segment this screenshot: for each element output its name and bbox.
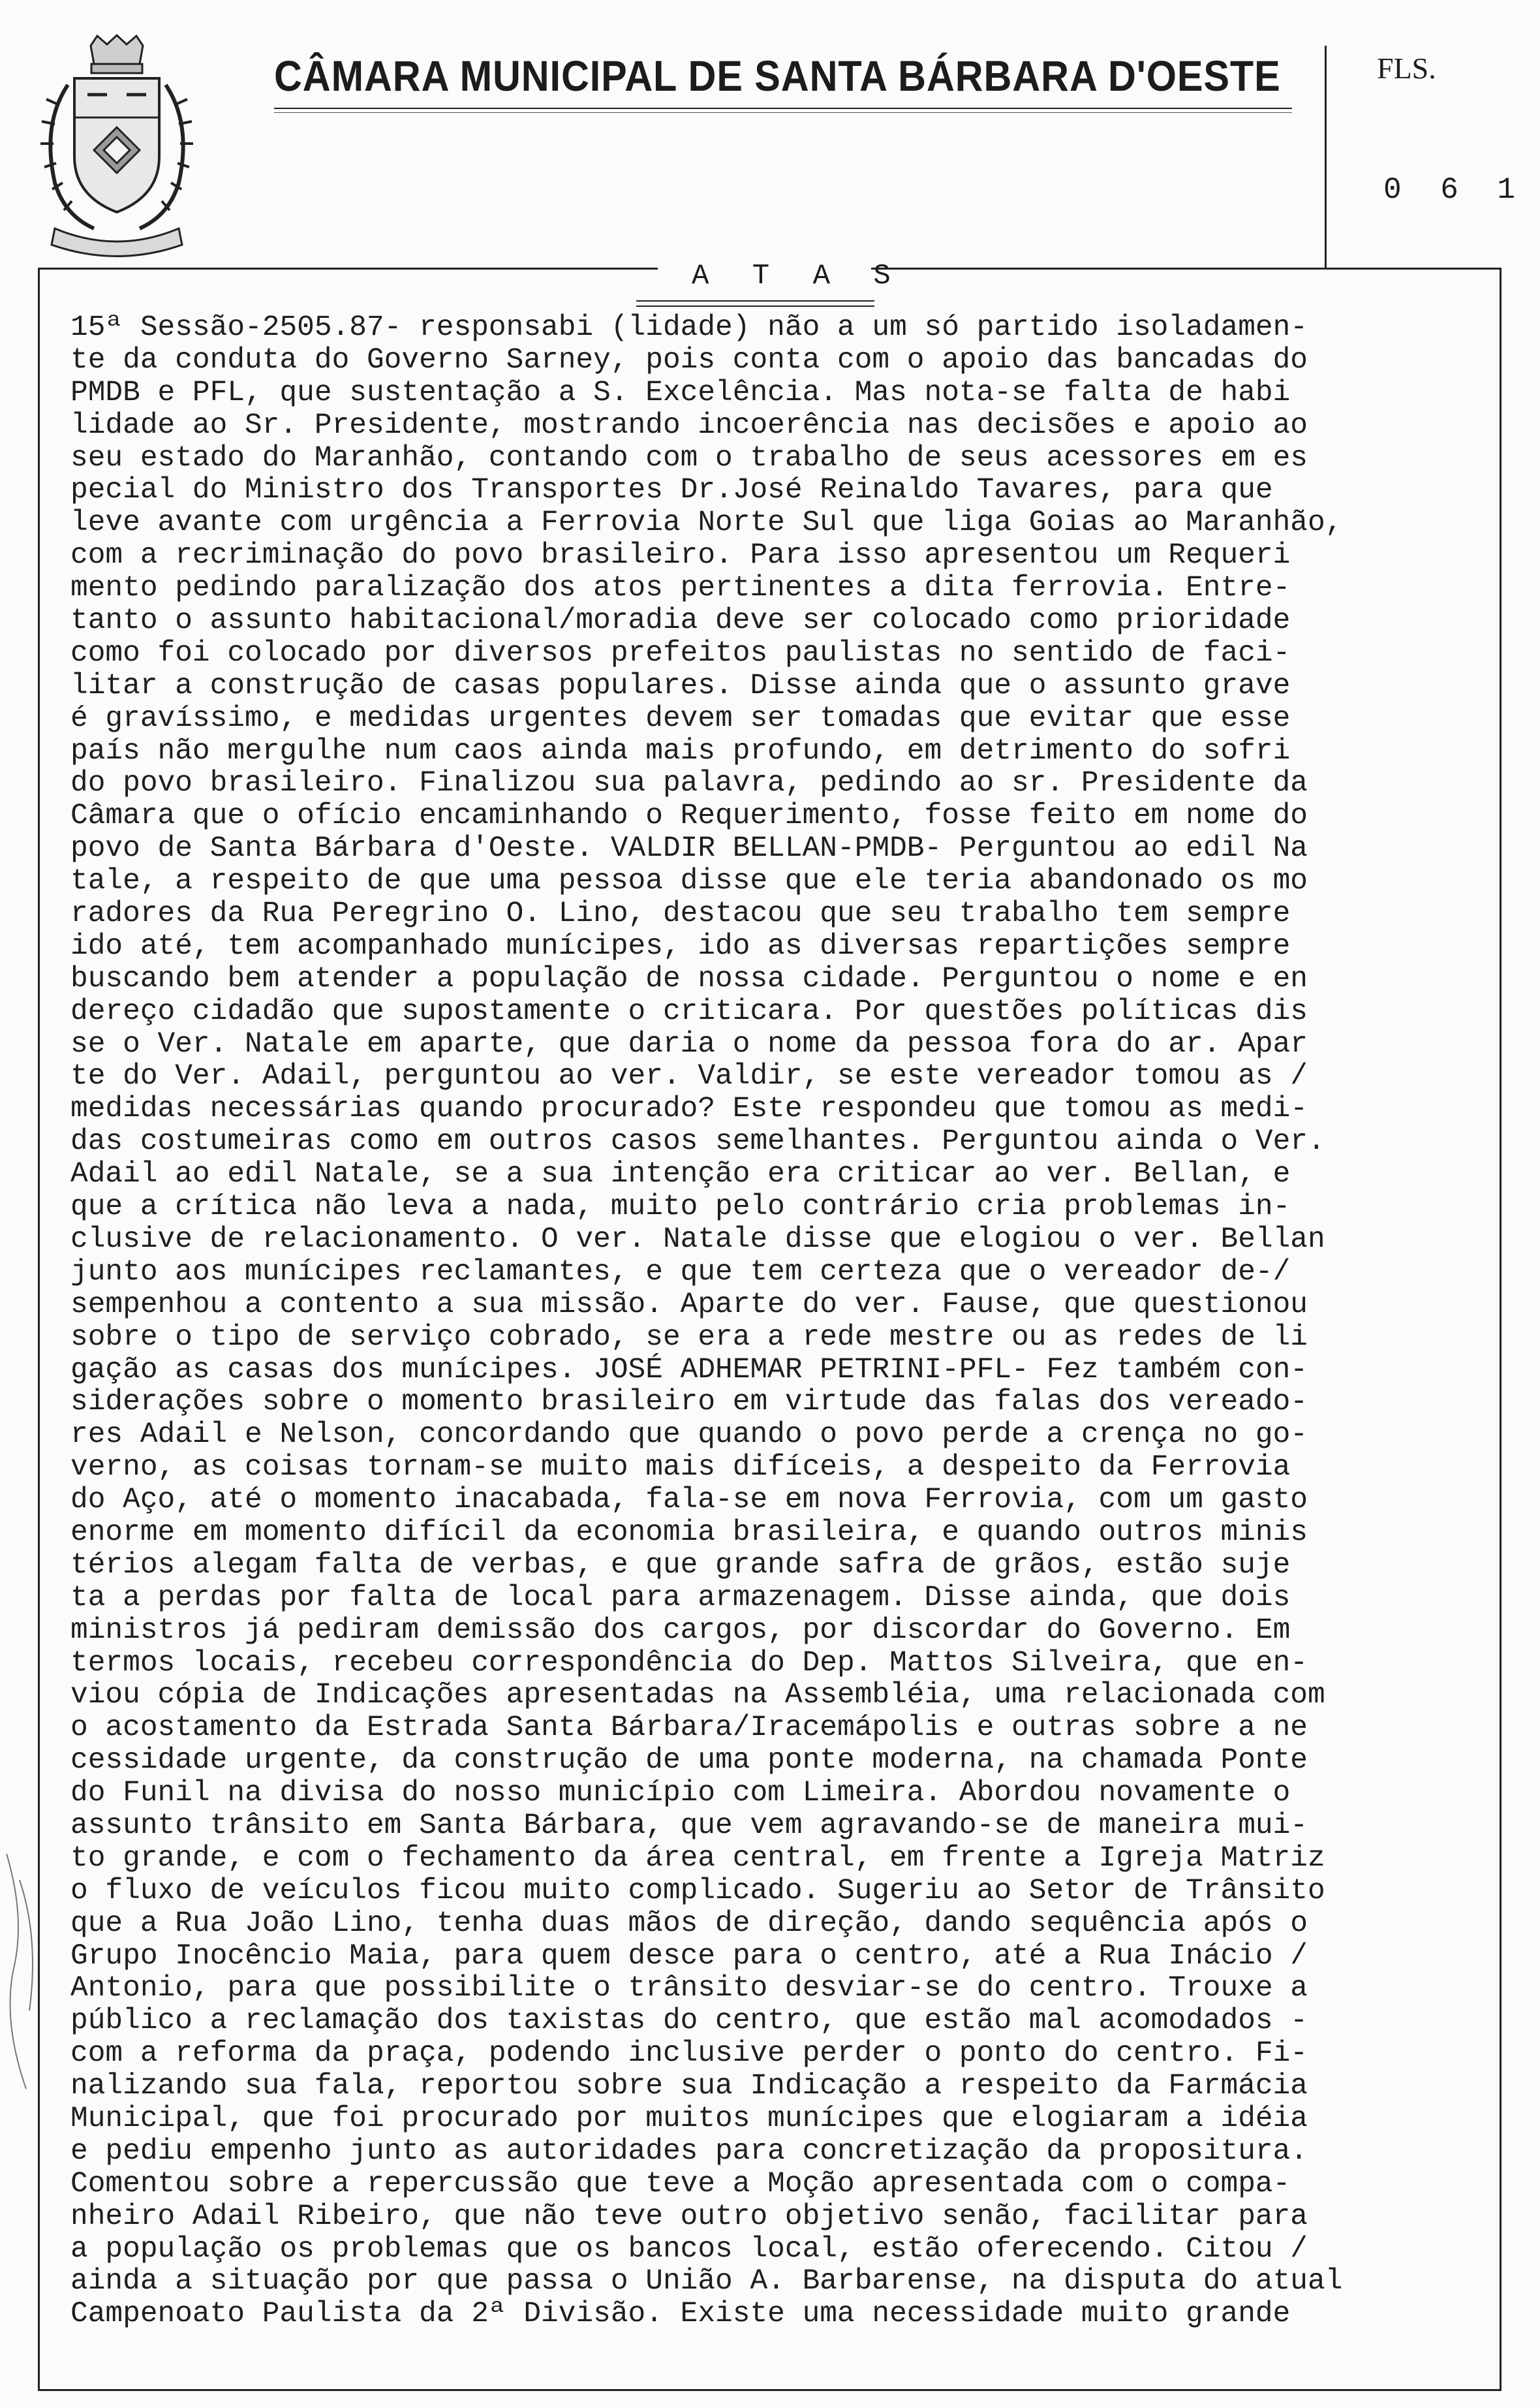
- minutes-line: que a Rua João Lino, tenha duas mãos de direção, dando sequência após o: [70, 1907, 1308, 1940]
- minutes-line: sobre o tipo de serviço cobrado, se era a rede mestre ou as redes de li: [70, 1321, 1308, 1354]
- minutes-line: lidade ao Sr. Presidente, mostrando incoerência nas decisões e apoio ao: [70, 409, 1308, 442]
- minutes-line: ministros já pediram demissão dos cargos, por discordar do Governo. Em: [70, 1614, 1291, 1647]
- minutes-line: sempenhou a contento a sua missão. Aparte do ver. Fause, que questionou: [70, 1288, 1308, 1321]
- minutes-line: clusive de relacionamento. O ver. Natale disse que elogiou o ver. Bellan: [70, 1223, 1325, 1256]
- minutes-line: o fluxo de veículos ficou muito complicado. Sugeriu ao Setor de Trânsito: [70, 1874, 1325, 1907]
- minutes-line: das costumeiras como em outros casos semelhantes. Perguntou ainda o Ver.: [70, 1125, 1325, 1159]
- chamber-title: CÂMARA MUNICIPAL DE SANTA BÁRBARA D'OESTE: [274, 52, 1281, 100]
- minutes-line: Câmara que o ofício encaminhando o Requerimento, fosse feito em nome do: [70, 800, 1308, 833]
- minutes-line: a população os problemas que os bancos local, estão oferecendo. Citou /: [70, 2232, 1308, 2266]
- minutes-line: Grupo Inocêncio Maia, para quem desce para o centro, até a Rua Inácio /: [70, 1939, 1308, 1973]
- frame-border-right: [1500, 268, 1502, 2389]
- minutes-line: seu estado do Maranhão, contando com o trabalho de seus acessores em es: [70, 441, 1308, 475]
- minutes-line: viou cópia de Indicações apresentadas na Assembléia, uma relacionada com: [70, 1679, 1325, 1712]
- frame-border-top-left: [38, 268, 658, 270]
- section-title-underline: [636, 300, 874, 302]
- minutes-line: te do Ver. Adail, perguntou ao ver. Valdir, se este vereador tomou as /: [70, 1060, 1308, 1093]
- folio-number: 0 6 1: [1383, 173, 1526, 207]
- minutes-line: termos locais, recebeu correspondência do Dep. Mattos Silveira, que en-: [70, 1646, 1308, 1680]
- minutes-line: Campenoato Paulista da 2ª Divisão. Existe uma necessidade muito grande: [70, 2298, 1291, 2331]
- minutes-line: verno, as coisas tornam-se muito mais difíceis, a despeito da Ferrovia: [70, 1451, 1291, 1484]
- minutes-line: medidas necessárias quando procurado? Este respondeu que tomou as medi-: [70, 1093, 1308, 1126]
- minutes-line: Adail ao edil Natale, se a sua intenção era criticar ao ver. Bellan, e: [70, 1158, 1291, 1191]
- minutes-line: se o Ver. Natale em aparte, que daria o nome da pessoa fora do ar. Apar: [70, 1027, 1308, 1061]
- minutes-line: público a reclamação dos taxistas do centro, que estão mal acomodados -: [70, 2005, 1308, 2038]
- minutes-line: nalizando sua fala, reportou sobre sua Indicação a respeito da Farmácia: [70, 2070, 1308, 2103]
- minutes-line: tanto o assunto habitacional/moradia deve ser colocado como prioridade: [70, 604, 1291, 638]
- minutes-line: com a reforma da praça, podendo inclusive perder o ponto do centro. Fi-: [70, 2037, 1308, 2071]
- minutes-line: leve avante com urgência a Ferrovia Norte Sul que liga Goias ao Maranhão,: [70, 507, 1343, 540]
- minutes-line: do Funil na divisa do nosso município com Limeira. Abordou novamente o: [70, 1777, 1291, 1810]
- minutes-line: radores da Rua Peregrino O. Lino, destacou que seu trabalho tem sempre: [70, 898, 1291, 931]
- minutes-line: Municipal, que foi procurado por muitos munícipes que elogiaram a idéia: [70, 2102, 1308, 2135]
- minutes-line: junto aos munícipes reclamantes, e que tem certeza que o vereador de-/: [70, 1255, 1291, 1289]
- section-title: A T A S: [692, 260, 904, 292]
- minutes-line: tale, a respeito de que uma pessoa disse que ele teria abandonado os mo: [70, 865, 1308, 898]
- minutes-line: o acostamento da Estrada Santa Bárbara/Iracemápolis e outras sobre a ne: [70, 1712, 1308, 1745]
- minutes-line: buscando bem atender a população de nossa cidade. Perguntou o nome e en: [70, 962, 1308, 995]
- minutes-line: gação as casas dos munícipes. JOSÉ ADHEMAR PETRINI-PFL- Fez também con-: [70, 1353, 1308, 1386]
- minutes-line: povo de Santa Bárbara d'Oeste. VALDIR BELLAN-PMDB- Perguntou ao edil Na: [70, 832, 1308, 866]
- minutes-line: do povo brasileiro. Finalizou sua palavra, pedindo ao sr. Presidente da: [70, 767, 1308, 800]
- minutes-line: assunto trânsito em Santa Bárbara, que vem agravando-se de maneira mui-: [70, 1809, 1308, 1842]
- minutes-line: res Adail e Nelson, concordando que quando o povo perde a crença no go-: [70, 1418, 1308, 1452]
- minutes-line: mento pedindo paralização dos atos pertinentes a dita ferrovia. Entre-: [70, 572, 1291, 605]
- minutes-line: térios alegam falta de verbas, e que grande safra de grãos, estão suje: [70, 1548, 1291, 1582]
- minutes-line: é gravíssimo, e medidas urgentes devem ser tomadas que evitar que esse: [70, 702, 1291, 735]
- minutes-line: 15ª Sessão-2505.87- responsabi (lidade) não a um só partido isoladamen-: [70, 311, 1308, 344]
- minutes-line: do Aço, até o momento inacabada, fala-se em nova Ferrovia, com um gasto: [70, 1484, 1308, 1517]
- frame-border-bottom: [38, 2389, 1502, 2391]
- header-divider: [274, 108, 1292, 109]
- minutes-line: ta a perdas por falta de local para armazenagem. Disse ainda, que dois: [70, 1581, 1291, 1614]
- frame-border-top-right: [871, 268, 1501, 270]
- minutes-line: siderações sobre o momento brasileiro em virtude das falas dos vereado-: [70, 1386, 1308, 1419]
- minutes-line: e pediu empenho junto as autoridades para concretização da propositura.: [70, 2134, 1308, 2168]
- municipal-crest-icon: [29, 33, 205, 261]
- minutes-line: te da conduta do Governo Sarney, pois conta com o apoio das bancadas do: [70, 343, 1308, 377]
- margin-scribble-icon: [0, 1841, 78, 2102]
- header-divider-thin: [274, 112, 1292, 113]
- minutes-line: PMDB e PFL, que sustentação a S. Excelência. Mas nota-se falta de habi: [70, 376, 1291, 409]
- minutes-line: cessidade urgente, da construção de uma ponte moderna, na chamada Ponte: [70, 1744, 1308, 1777]
- folio-divider: [1325, 46, 1327, 268]
- minutes-line: como foi colocado por diversos prefeitos paulistas no sentido de faci-: [70, 636, 1291, 670]
- minutes-line: país não mergulhe num caos ainda mais profundo, em detrimento do sofri: [70, 734, 1291, 768]
- minutes-line: ido até, tem acompanhado munícipes, ido as diversas repartições sempre: [70, 930, 1291, 963]
- minutes-body: [70, 312, 1500, 2385]
- folio-label: FLS.: [1377, 52, 1436, 85]
- minutes-line: litar a construção de casas populares. Disse ainda que o assunto grave: [70, 669, 1291, 702]
- minutes-line: que a crítica não leva a nada, muito pelo contrário cria problemas in-: [70, 1191, 1291, 1224]
- minutes-line: pecial do Ministro dos Transportes Dr.José Reinaldo Tavares, para que: [70, 474, 1273, 507]
- minutes-line: dereço cidadão que supostamente o criticara. Por questões políticas dis: [70, 995, 1308, 1028]
- minutes-line: com a recriminação do povo brasileiro. Para isso apresentou um Requeri: [70, 539, 1291, 572]
- minutes-line: Antonio, para que possibilite o trânsito desviar-se do centro. Trouxe a: [70, 1972, 1308, 2005]
- minutes-line: Comentou sobre a repercussão que teve a Moção apresentada com o compa-: [70, 2167, 1291, 2200]
- minutes-line: to grande, e com o fechamento da área central, em frente a Igreja Matriz: [70, 1841, 1325, 1875]
- minutes-line: ainda a situação por que passa o União A. Barbarense, na disputa do atual: [70, 2265, 1343, 2298]
- minutes-line: enorme em momento difícil da economia brasileira, e quando outros minis: [70, 1516, 1308, 1549]
- minutes-line: nheiro Adail Ribeiro, que não teve outro objetivo senão, facilitar para: [70, 2200, 1308, 2233]
- section-title-underline-2: [636, 305, 874, 307]
